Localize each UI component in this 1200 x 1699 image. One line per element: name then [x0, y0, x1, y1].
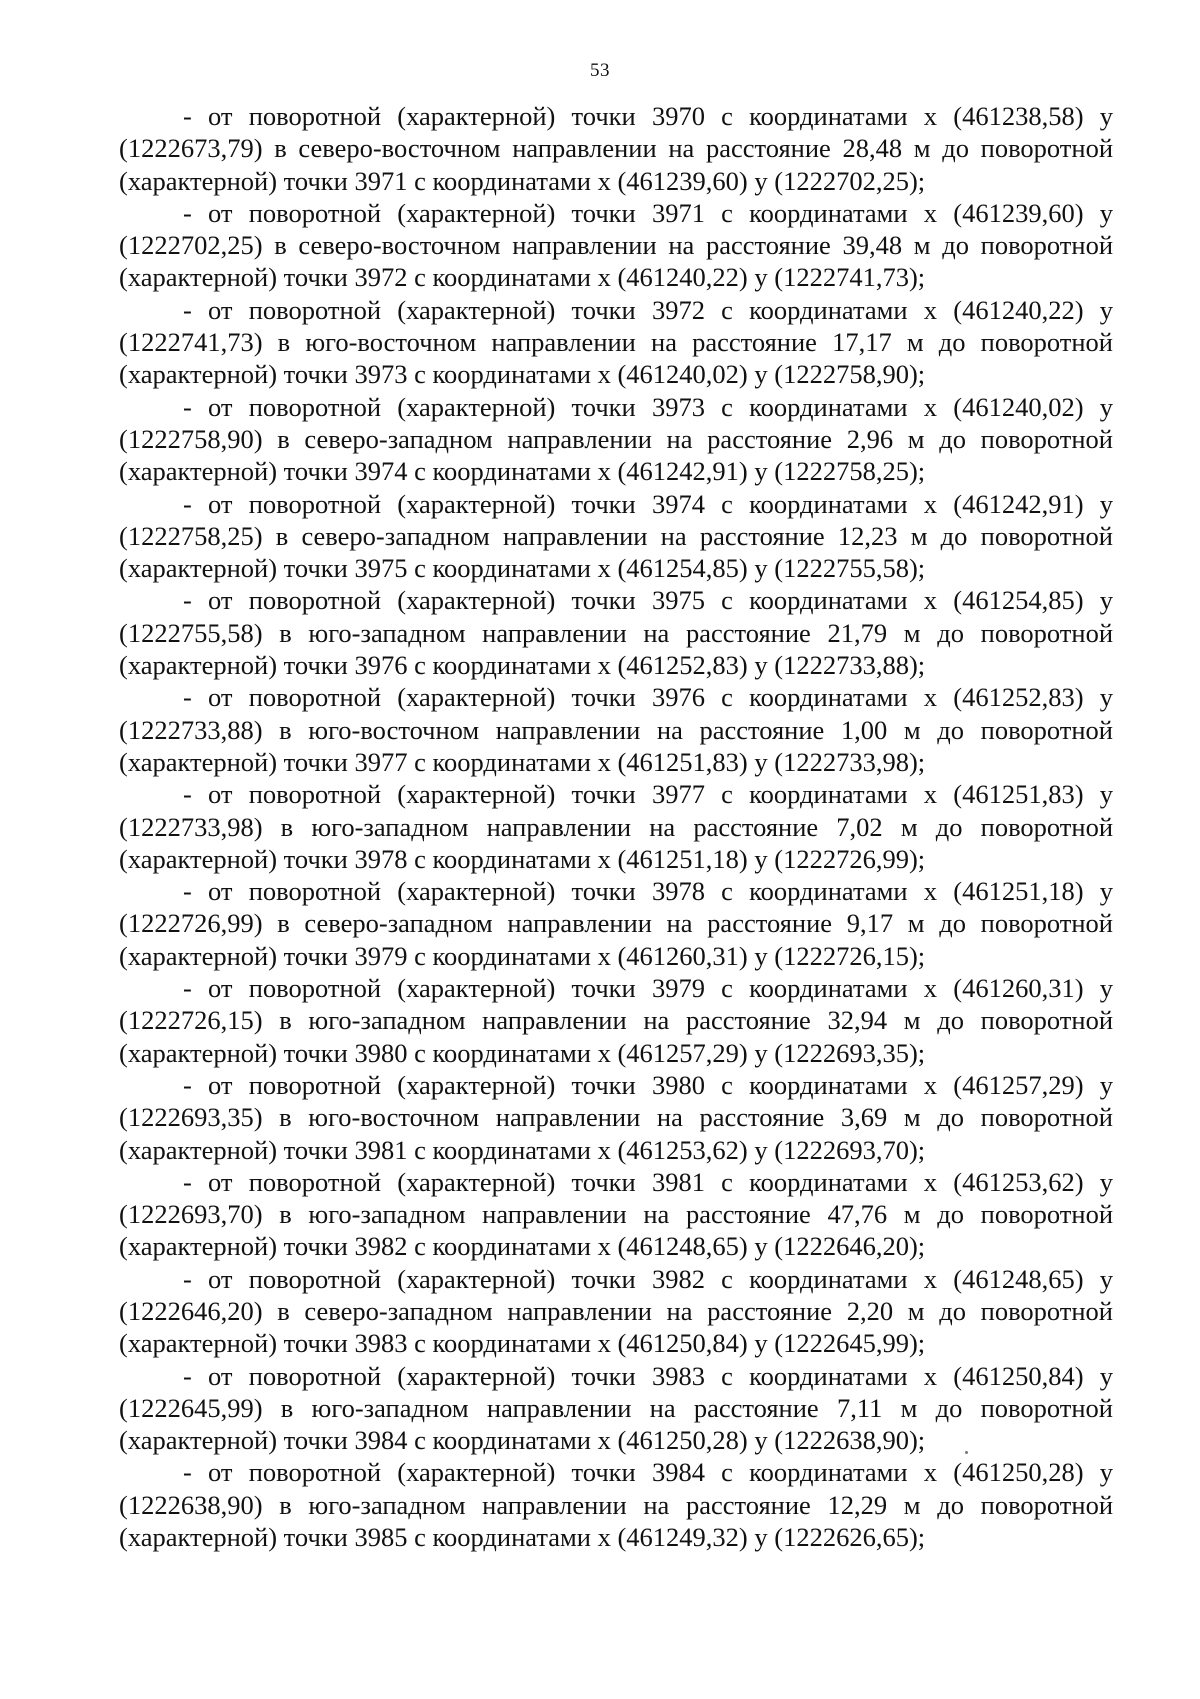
- boundary-paragraph: - от поворотной (характерной) точки 3975 с координатами х (461254,85) у (1222755,58) в юго-западном направлении на расстояние 21,79 м до поворотной (характерной) точки 3976 с координатами х (461252,83) у (1222733,88);: [119, 585, 1113, 681]
- boundary-paragraph: - от поворотной (характерной) точки 3979 с координатами х (461260,31) у (1222726,15) в юго-западном направлении на расстояние 32,94 м до поворотной (характерной) точки 3980 с координатами х (461257,29) у (1222693,35);: [119, 973, 1113, 1068]
- boundary-paragraph: - от поворотной (характерной) точки 3974 с координатами х (461242,91) у (1222758,25) в северо-западном направлении на расстояние 12,23 м до поворотной (характерной) точки 3975 с координатами х (461254,85) у (1222755,58);: [119, 488, 1113, 584]
- boundary-paragraph: - от поворотной (характерной) точки 3976 с координатами х (461252,83) у (1222733,88) в юго-восточном направлении на расстояние 1,00 м до поворотной (характерной) точки 3977 с координатами х (461251,83) у (1222733,98);: [119, 682, 1113, 777]
- boundary-paragraph: - от поворотной (характерной) точки 3977 с координатами х (461251,83) у (1222733,98) в юго-западном направлении на расстояние 7,02 м до поворотной (характерной) точки 3978 с координатами х (461251,18) у (1222726,99);: [119, 779, 1113, 874]
- boundary-paragraph: - от поворотной (характерной) точки 3981 с координатами х (461253,62) у (1222693,70) в юго-западном направлении на расстояние 47,76 м до поворотной (характерной) точки 3982 с координатами х (461248,65) у (1222646,20);: [119, 1166, 1113, 1262]
- page-number: 53: [590, 60, 610, 81]
- document-body: [119, 100, 1113, 1553]
- boundary-paragraph: - от поворотной (характерной) точки 3984 с координатами х (461250,28) у (1222638,90) в юго-западном направлении на расстояние 12,29 м до поворотной (характерной) точки 3985 с координатами х (461249,32) у (1222626,65);: [119, 1457, 1113, 1553]
- boundary-paragraph: - от поворотной (характерной) точки 3970 с координатами х (461238,58) у (1222673,79) в северо-восточном направлении на расстояние 28,48 м до поворотной (характерной) точки 3971 с координатами х (461239,60) у (1222702,25);: [119, 101, 1113, 196]
- boundary-paragraph: - от поворотной (характерной) точки 3972 с координатами х (461240,22) у (1222741,73) в юго-восточном направлении на расстояние 17,17 м до поворотной (характерной) точки 3973 с координатами х (461240,02) у (1222758,90);: [119, 294, 1113, 390]
- boundary-paragraph: - от поворотной (характерной) точки 3971 с координатами х (461239,60) у (1222702,25) в северо-восточном направлении на расстояние 39,48 м до поворотной (характерной) точки 3972 с координатами х (461240,22) у (1222741,73);: [119, 197, 1113, 293]
- scan-speck: [965, 1451, 968, 1454]
- boundary-paragraph: - от поворотной (характерной) точки 3982 с координатами х (461248,65) у (1222646,20) в северо-западном направлении на расстояние 2,20 м до поворотной (характерной) точки 3983 с координатами х (461250,84) у (1222645,99);: [119, 1263, 1113, 1359]
- boundary-paragraph: - от поворотной (характерной) точки 3973 с координатами х (461240,02) у (1222758,90) в северо-западном направлении на расстояние 2,96 м до поворотной (характерной) точки 3974 с координатами х (461242,91) у (1222758,25);: [119, 391, 1113, 487]
- boundary-paragraph: - от поворотной (характерной) точки 3978 с координатами х (461251,18) у (1222726,99) в северо-западном направлении на расстояние 9,17 м до поворотной (характерной) точки 3979 с координатами х (461260,31) у (1222726,15);: [119, 876, 1113, 971]
- boundary-paragraph: - от поворотной (характерной) точки 3980 с координатами х (461257,29) у (1222693,35) в юго-восточном направлении на расстояние 3,69 м до поворотной (характерной) точки 3981 с координатами х (461253,62) у (1222693,70);: [119, 1069, 1113, 1165]
- boundary-paragraph: - от поворотной (характерной) точки 3983 с координатами х (461250,84) у (1222645,99) в юго-западном направлении на расстояние 7,11 м до поворотной (характерной) точки 3984 с координатами х (461250,28) у (1222638,90);: [119, 1360, 1113, 1456]
